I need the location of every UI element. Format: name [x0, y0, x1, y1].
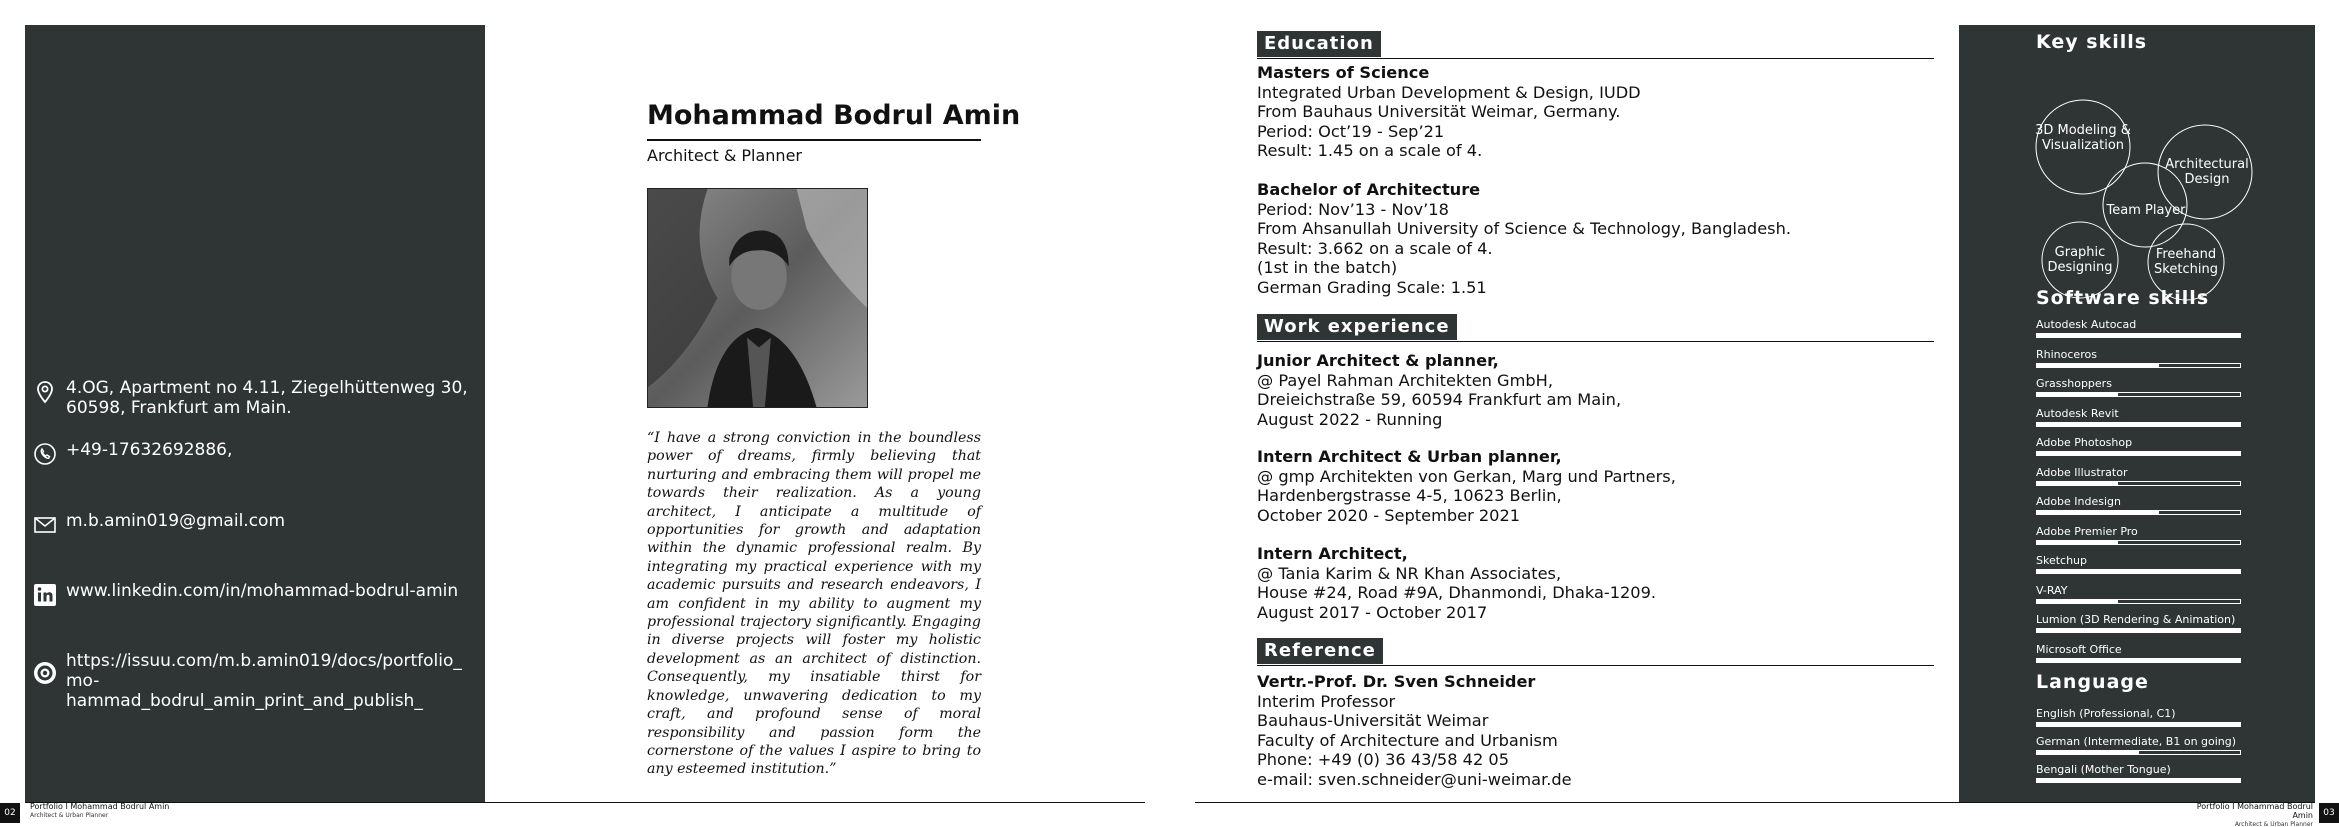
entry-line: Result: 3.662 on a scale of 4.: [1257, 238, 1493, 258]
software-skill-row-bar-fill: [2037, 511, 2159, 514]
contact-address: [33, 378, 478, 418]
reference-entry: [1257, 672, 1957, 790]
software-skill-row: [2036, 525, 2241, 545]
software-skill-row-label: Microsoft Office: [2036, 642, 2122, 656]
left-sidebar: [25, 25, 485, 802]
work-heading: Work experience: [1257, 314, 1457, 340]
footer-title-left: Portfolio I Mohammad Bodrul Amin: [30, 802, 170, 811]
software-skill-row-label: Adobe Indesign: [2036, 495, 2121, 508]
entry-line: October 2020 - September 2021: [1257, 505, 1521, 525]
email-icon: [33, 513, 57, 537]
entry-line: Period: Nov’13 - Nov’18: [1257, 199, 1449, 219]
reference-line: Interim Professor: [1257, 691, 1396, 711]
footer-label-left: [30, 802, 169, 820]
entry-title: Intern Architect & Urban planner,: [1257, 447, 1562, 466]
entry-line: German Grading Scale: 1.51: [1257, 277, 1487, 297]
contact-issuu[interactable]: [33, 651, 478, 711]
skill-3d-modeling: 3D Modeling & Visualization: [2035, 123, 2131, 153]
entry-title: Junior Architect & planner,: [1257, 351, 1499, 370]
software-skill-row-bar: [2036, 599, 2241, 604]
reference-email[interactable]: e-mail: sven.schneider@uni-weimar.de: [1257, 769, 1572, 789]
software-skill-row-label: Lumion (3D Rendering & Animation): [2036, 613, 2236, 626]
contact-phone[interactable]: [33, 440, 478, 466]
software-skill-row: [2036, 584, 2241, 604]
entry-line: (1st in the batch): [1257, 258, 1398, 278]
software-skill-row: [2036, 466, 2241, 486]
issuu-icon: [33, 661, 57, 685]
entry-title: Bachelor of Architecture: [1257, 180, 1481, 199]
footer-divider-right: [1195, 802, 2315, 803]
language-row-label: Bengali (Mother Tongue): [2036, 763, 2171, 776]
software-skill-row-bar: [2036, 451, 2241, 456]
education-bachelor: [1257, 180, 1957, 298]
page-number-left: 02: [0, 803, 20, 823]
phone-icon: [33, 442, 57, 466]
work-rule: [1257, 341, 1934, 342]
entry-title: Masters of Science: [1257, 63, 1430, 82]
software-skill-row: [2036, 554, 2241, 574]
software-skill-row-bar: [2036, 510, 2241, 515]
footer-subtitle-left: Architect & Urban Planner: [30, 812, 109, 819]
software-skill-row-bar-fill: [2037, 452, 2240, 455]
entry-line: Integrated Urban Development & Design, IUDD: [1257, 82, 1641, 102]
language-row-bar: [2036, 750, 2241, 755]
software-skill-row-bar: [2036, 422, 2241, 427]
contact-email[interactable]: [33, 511, 478, 537]
software-skill-row: [2036, 643, 2241, 663]
portrait-photo: [647, 188, 868, 408]
reference-name: Vertr.-Prof. Dr. Sven Schneider: [1257, 672, 1536, 691]
software-skill-row-bar-fill: [2037, 659, 2240, 662]
language-row-bar: [2036, 778, 2241, 783]
language-heading: Language: [2036, 671, 2149, 693]
software-skill-row: [2036, 436, 2241, 456]
entry-line: Period: Oct’19 - Sep’21: [1257, 121, 1445, 141]
language-row-bar-fill: [2037, 723, 2240, 726]
skill-freehand-sketching: Freehand Sketching: [2154, 247, 2218, 277]
entry-line: @ gmp Architekten von Gerkan, Marg und Partners,: [1257, 466, 1676, 486]
email-address[interactable]: m.b.amin019@gmail.com: [66, 511, 286, 531]
software-skills-heading: Software skills: [2036, 287, 2210, 309]
software-skill-row-bar-fill: [2037, 570, 2240, 573]
linkedin-url[interactable]: www.linkedin.com/in/mohammad-bodrul-amin: [66, 581, 459, 601]
software-skill-row: [2036, 377, 2241, 397]
software-skill-row-bar: [2036, 540, 2241, 545]
person-name: Mohammad Bodrul Amin: [647, 100, 1021, 131]
name-divider: [647, 139, 981, 141]
person-role: Architect & Planner: [647, 146, 802, 165]
software-skill-row-bar-fill: [2037, 423, 2240, 426]
issuu-url-line-1[interactable]: https://issuu.com/m.b.amin019/docs/portfolio_mo-: [66, 651, 462, 691]
linkedin-icon: [33, 583, 57, 607]
language-row-label: German (Intermediate, B1 on going): [2036, 735, 2237, 748]
work-entry-1: [1257, 351, 1957, 429]
software-skill-row-bar-fill: [2037, 541, 2118, 544]
education-heading: Education: [1257, 31, 1381, 57]
entry-line: August 2022 - Running: [1257, 409, 1443, 429]
education-masters: [1257, 63, 1957, 161]
software-skill-row-label: Autodesk Autocad: [2036, 318, 2137, 331]
skill-architectural-design: Architectural Design: [2165, 157, 2249, 187]
language-row-bar: [2036, 722, 2241, 727]
software-skill-row-label: Autodesk Revit: [2036, 406, 2119, 420]
reference-heading: Reference: [1257, 638, 1383, 664]
language-row: [2036, 763, 2241, 783]
footer-title-right: Portfolio I Mohammad Bodrul Amin: [2196, 802, 2313, 820]
issuu-url-line-2[interactable]: hammad_bodrul_amin_print_and_publish_: [66, 691, 423, 711]
software-skill-row: [2036, 495, 2241, 515]
language-row-bar-fill: [2037, 751, 2139, 754]
software-skill-row-bar-fill: [2037, 334, 2240, 337]
education-rule: [1257, 58, 1934, 59]
software-skill-row-bar: [2036, 481, 2241, 486]
software-skill-row-bar: [2036, 392, 2241, 397]
software-skill-row-bar: [2036, 363, 2241, 368]
language-row-label: English (Professional, C1): [2036, 707, 2176, 720]
work-entry-3: [1257, 544, 1957, 622]
entry-line: @ Payel Rahman Architekten GmbH,: [1257, 370, 1553, 390]
phone-number[interactable]: +49-17632692886,: [66, 440, 233, 460]
software-skill-row-label: V-RAY: [2036, 583, 2068, 597]
software-skill-row-bar: [2036, 628, 2241, 633]
software-skill-row-bar: [2036, 569, 2241, 574]
software-skill-row-label: Adobe Photoshop: [2036, 436, 2133, 449]
language-row: [2036, 707, 2241, 727]
entry-title: Intern Architect,: [1257, 544, 1408, 563]
language-row-bar-fill: [2037, 779, 2240, 782]
software-skill-row-bar: [2036, 658, 2241, 663]
personal-statement: “I have a strong conviction in the boundless power of dreams, firmly believing that nurturing and embracing them will propel me towards their realization. As a young architect, I anticipate a multitude of opportunities for growth and adaptation within the dynamic professional realm. By integrating my practical experience with my academic pursuits and research endeavors, I am confident in my ability to augment my professional trajectory significantly. Engaging in diverse projects will foster my holistic development as an architect of distinction. Consequently, my insatiable thirst for knowledge, unwavering dedication to my craft, and profound sense of moral responsibility and passion form the cornerstone of the values I aspire to bring to any esteemed institution.”: [647, 430, 981, 778]
reference-phone: Phone: +49 (0) 36 43/58 42 05: [1257, 750, 1510, 770]
location-pin-icon: [33, 380, 57, 404]
entry-line: August 2017 - October 2017: [1257, 602, 1488, 622]
reference-rule: [1257, 665, 1934, 666]
software-skill-row-bar-fill: [2037, 364, 2159, 367]
footer-label-right: [2187, 802, 2313, 827]
entry-line: From Ahsanullah University of Science & Technology, Bangladesh.: [1257, 219, 1792, 239]
software-skill-row-label: Grasshoppers: [2036, 377, 2112, 390]
skill-graphic-designing: Graphic Designing: [2047, 245, 2113, 275]
work-entry-2: [1257, 447, 1957, 525]
software-skill-row: [2036, 348, 2241, 368]
contact-linkedin[interactable]: [33, 581, 478, 607]
software-skill-row-bar: [2036, 333, 2241, 338]
skill-team-player: Team Player: [2106, 203, 2186, 218]
entry-line: House #24, Road #9A, Dhanmondi, Dhaka-1209.: [1257, 583, 1657, 603]
entry-line: Dreieichstraße 59, 60594 Frankfurt am Main,: [1257, 390, 1622, 410]
key-skills-diagram: [2035, 97, 2267, 307]
entry-line: Hardenbergstrasse 4-5, 10623 Berlin,: [1257, 486, 1562, 506]
software-skill-row: [2036, 318, 2241, 338]
entry-line: From Bauhaus Universität Weimar, Germany.: [1257, 102, 1621, 122]
software-skill-row-label: Sketchup: [2036, 554, 2088, 567]
software-skill-row-bar-fill: [2037, 393, 2118, 396]
software-skill-row-label: Rhinoceros: [2036, 347, 2097, 361]
entry-line: @ Tania Karim & NR Khan Associates,: [1257, 563, 1562, 583]
software-skill-row-label: Adobe Premier Pro: [2036, 524, 2138, 538]
reference-line: Faculty of Architecture and Urbanism: [1257, 730, 1558, 750]
entry-line: Result: 1.45 on a scale of 4.: [1257, 141, 1483, 161]
page-number-right: 03: [2319, 803, 2339, 823]
address-line-2: 60598, Frankfurt am Main.: [66, 398, 292, 418]
software-skill-row-label: Adobe Illustrator: [2036, 465, 2128, 479]
reference-line: Bauhaus-Universität Weimar: [1257, 711, 1489, 731]
software-skill-row-bar-fill: [2037, 629, 2240, 632]
right-sidebar: [1959, 25, 2315, 802]
address-line-1: 4.OG, Apartment no 4.11, Ziegelhüttenweg 30,: [66, 378, 468, 398]
software-skill-row: [2036, 407, 2241, 427]
language-row: [2036, 735, 2241, 755]
software-skill-row: [2036, 613, 2241, 633]
software-skill-row-bar-fill: [2037, 482, 2118, 485]
key-skills-heading: Key skills: [2036, 31, 2148, 53]
footer-divider-left: [25, 802, 1145, 803]
footer-subtitle-right: Architect & Urban Planner: [2234, 821, 2313, 827]
software-skill-row-bar-fill: [2037, 600, 2118, 603]
